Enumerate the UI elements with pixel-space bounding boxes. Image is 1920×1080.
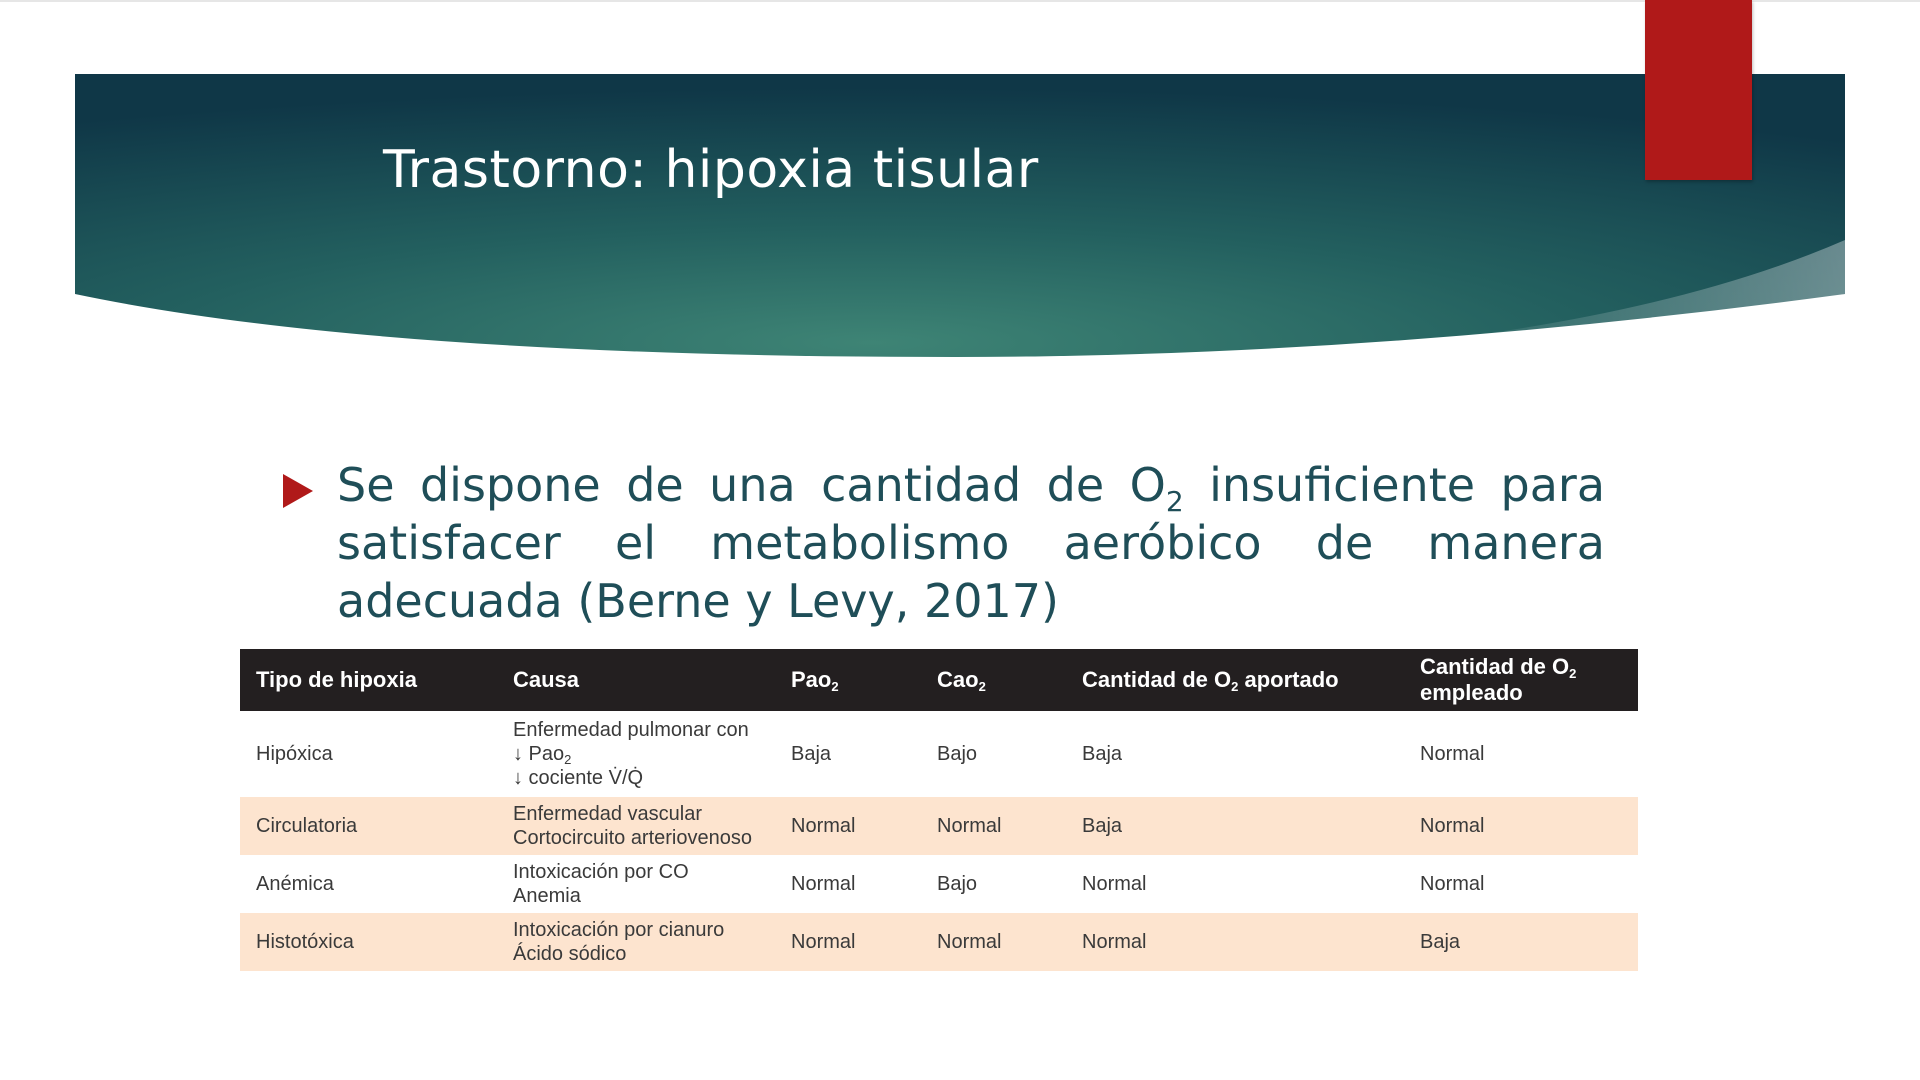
- hypoxia-table-container: [240, 649, 1638, 971]
- cell-aportado: Baja: [1082, 815, 1123, 837]
- bullet-text-part2: insuficiente para satisfacer el metabolismo aeróbico de manera adecuada (Berne y Levy, 2017): [337, 458, 1606, 628]
- table-row: [240, 913, 1638, 971]
- cell-aportado: Normal: [1082, 873, 1147, 895]
- cell-tipo: Circulatoria: [256, 815, 358, 837]
- header-empleado-sub: 2: [1569, 666, 1577, 681]
- causa-line: Intoxicación por cianuro: [513, 919, 725, 941]
- cell-cao: Bajo: [937, 743, 978, 765]
- title-banner: [75, 74, 1845, 358]
- header-pao-text: Pao: [791, 667, 832, 692]
- accent-tab: [1645, 0, 1752, 180]
- causa-line: Intoxicación por CO: [513, 861, 689, 883]
- banner-shape: [75, 74, 1845, 358]
- cell-aportado: Baja: [1082, 743, 1123, 765]
- header-aportado: [1066, 649, 1404, 711]
- bullet-text-part1: Se dispone de una cantidad de O: [337, 458, 1166, 512]
- cell-tipo: Anémica: [256, 873, 334, 895]
- bullet-subscript: 2: [1165, 485, 1184, 518]
- cell-empleado: Baja: [1420, 931, 1461, 953]
- header-cao-sub: 2: [978, 679, 986, 694]
- cell-empleado: Normal: [1420, 873, 1485, 895]
- causa-line: ↓ cociente V̇/Q̇: [513, 767, 644, 789]
- causa-line: Enfermedad vascular: [513, 803, 702, 825]
- header-pao: [775, 649, 921, 711]
- header-aportado-post: aportado: [1238, 667, 1339, 692]
- cell-empleado: Normal: [1420, 743, 1485, 765]
- cell-tipo: Histotóxica: [256, 931, 354, 953]
- cell-tipo: Hipóxica: [256, 743, 333, 765]
- table-row: [240, 797, 1638, 855]
- cell-pao: Normal: [791, 873, 856, 895]
- table-row: [240, 711, 1638, 797]
- hypoxia-table: [240, 649, 1638, 971]
- header-aportado-sub: 2: [1231, 679, 1239, 694]
- causa-line: Anemia: [513, 885, 581, 907]
- cell-pao: Normal: [791, 815, 856, 837]
- cell-causa: [497, 855, 775, 913]
- cell-pao: Normal: [791, 931, 856, 953]
- header-cao: [921, 649, 1066, 711]
- table-row: [240, 855, 1638, 913]
- cell-cao: Normal: [937, 815, 1002, 837]
- cell-causa: [497, 711, 775, 797]
- cell-pao: Baja: [791, 743, 832, 765]
- top-divider: [0, 0, 1920, 2]
- bullet-text: [337, 456, 1605, 630]
- header-tipo: Tipo de hipoxia: [256, 667, 417, 692]
- header-causa: Causa: [513, 667, 580, 692]
- header-cao-text: Cao: [937, 667, 979, 692]
- header-empleado-post: empleado: [1420, 680, 1523, 705]
- table-header: [240, 649, 1638, 711]
- triangle-bullet-icon: [283, 474, 313, 508]
- header-empleado: [1404, 649, 1638, 711]
- header-row: [240, 649, 1638, 711]
- cell-cao: Bajo: [937, 873, 978, 895]
- causa-line: ↓ Pao: [513, 743, 565, 765]
- cell-empleado: Normal: [1420, 815, 1485, 837]
- table-body: [240, 711, 1638, 971]
- causa-sub: 2: [564, 752, 572, 767]
- header-aportado-pre: Cantidad de O: [1082, 667, 1232, 692]
- causa-line: Ácido sódico: [513, 943, 627, 965]
- header-empleado-pre: Cantidad de O: [1420, 654, 1570, 679]
- cell-causa: [497, 913, 775, 971]
- cell-causa: [497, 797, 775, 855]
- slide-title: Trastorno: hipoxia tisular: [383, 140, 1039, 200]
- causa-line: Cortocircuito arteriovenoso: [513, 827, 752, 849]
- cell-cao: Normal: [937, 931, 1002, 953]
- header-pao-sub: 2: [831, 679, 839, 694]
- cell-aportado: Normal: [1082, 931, 1147, 953]
- causa-line: Enfermedad pulmonar con: [513, 719, 749, 741]
